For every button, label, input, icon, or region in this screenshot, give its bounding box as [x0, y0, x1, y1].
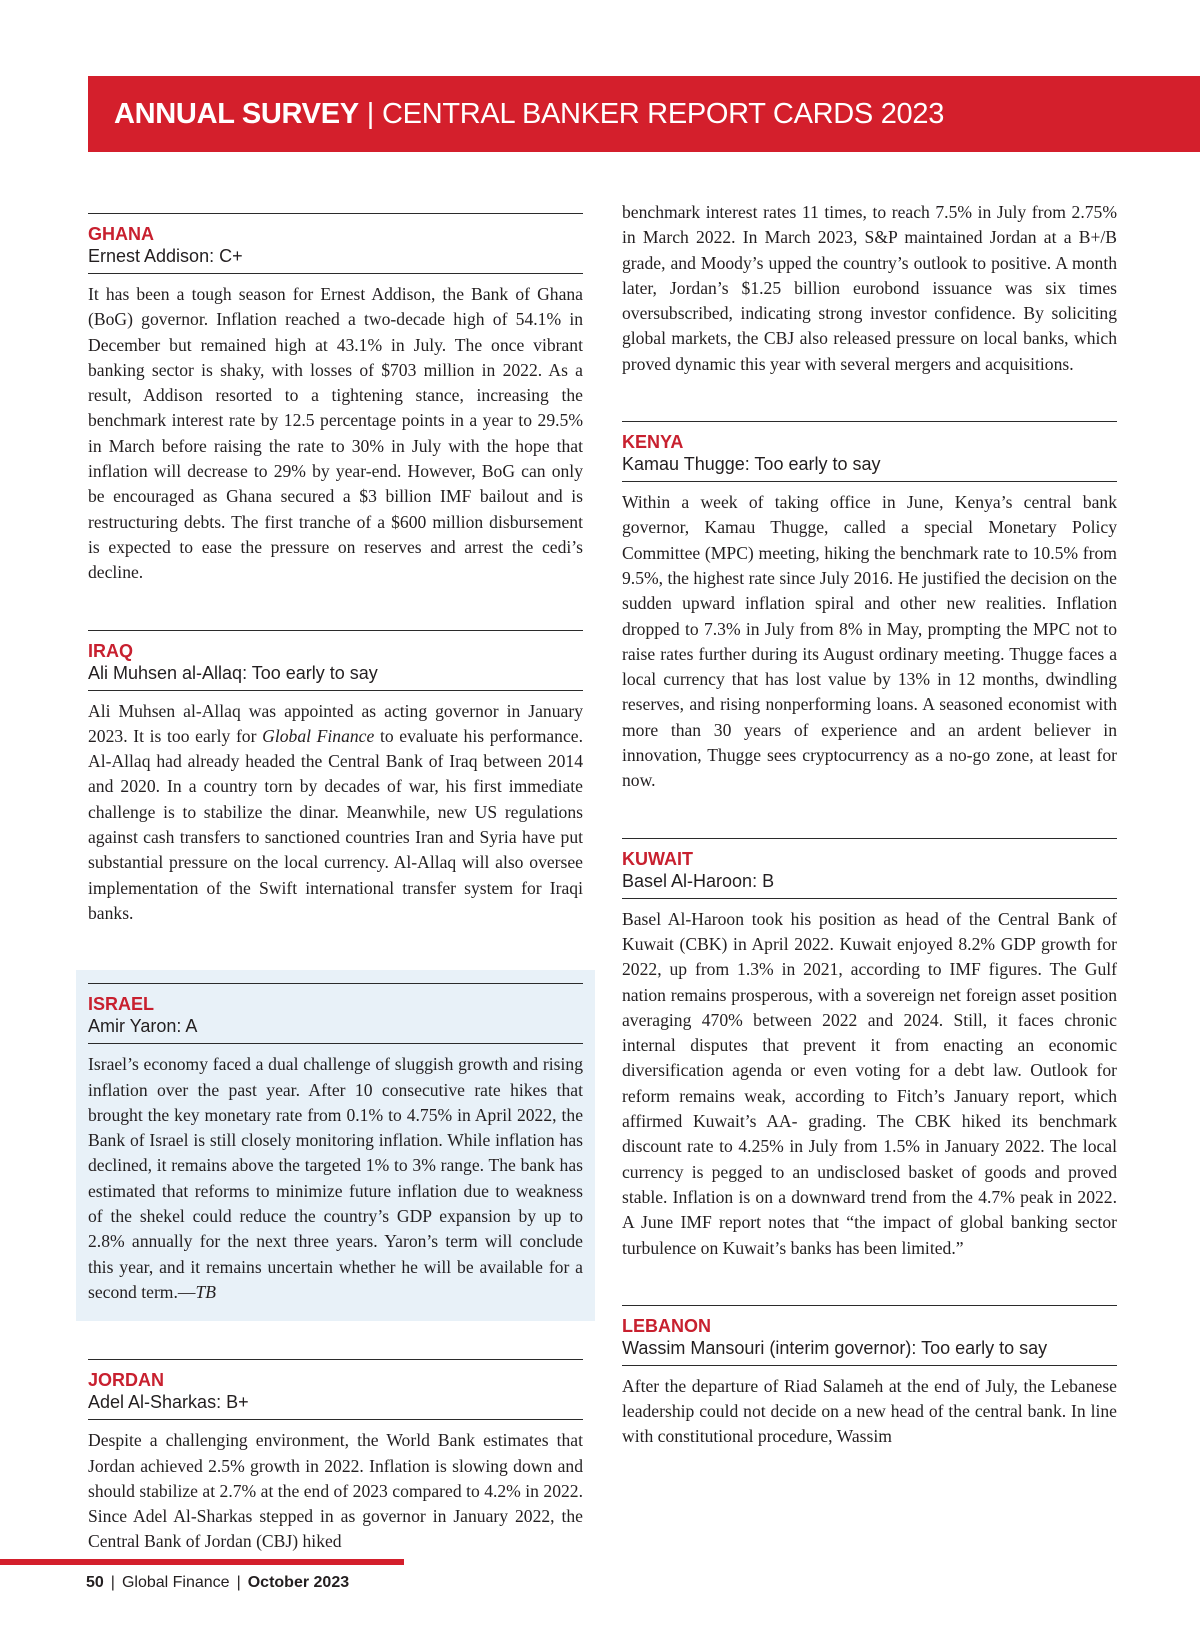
- divider: [88, 1419, 583, 1420]
- divider: [622, 898, 1117, 899]
- entry-kenya: [622, 421, 1117, 794]
- entry-text: benchmark interest rates 11 times, to reach 7.5% in July from 2.75% in March 2022. In March 2023, S&P maintained Jordan at a B+/B grade, and Moody’s upped the country’s outlook to positive. A month later, Jordan’s $1.25 billion eurobond issuance was six times oversubscribed, indicating strong investor confidence. By soliciting global markets, the CBJ also released pressure on local banks, which proved dynamic this year with several mergers and acquisitions.: [622, 202, 1117, 374]
- entry-text: [88, 1052, 583, 1305]
- author-byline: TB: [195, 1281, 217, 1302]
- entry-text-part: Ali Muhsen al-Allaq was appointed as acting governor in January 2023. It is too early for: [88, 700, 583, 746]
- divider: [88, 273, 583, 274]
- banker-grade: Amir Yaron: A: [88, 1016, 198, 1037]
- footer-accent-bar: [0, 1559, 404, 1565]
- left-column: [88, 213, 583, 1599]
- country-name: IRAQ: [88, 640, 133, 661]
- section-label: ANNUAL SURVEY: [114, 97, 359, 130]
- country-name: KENYA: [622, 432, 684, 453]
- publication-name: Global Finance: [121, 1574, 230, 1591]
- entry-text: After the departure of Riad Salameh at the end of July, the Lebanese leadership could not decide on a new head of the central bank. In line with constitutional procedure, Wassim: [622, 1375, 1117, 1447]
- issue-date: October 2023: [247, 1574, 350, 1591]
- entry-kuwait: [622, 838, 1117, 1261]
- entry-text: Within a week of taking office in June, Kenya’s central bank governor, Kamau Thugge, called a special Monetary Policy Committee (MPC) meeting, hiking the benchmark rate to 10.5% from 9.5%, the highest rate since July 2016. He justified the decision on the sudden upward inflation spiral and other new realities. Inflation dropped to 7.3% in July from 8% in May, prompting the MPC not to raise rates further during its August ordinary meeting. Thugge faces a local currency that has lost value by 13% in 12 months, dwindling reserves, and rising nonperforming loans. A seasoned economist with more than 30 years of experience and an ardent believer in innovation, Thugge sees cryptocurrency as a no-go zone, at least for now.: [622, 492, 1117, 791]
- footer-separator: |: [236, 1574, 241, 1591]
- header-separator: |: [366, 97, 375, 130]
- country-name: JORDAN: [88, 1370, 165, 1391]
- page-number: 50: [86, 1574, 104, 1591]
- divider: [88, 690, 583, 691]
- banker-grade: Wassim Mansouri (interim governor): Too early to say: [622, 1337, 1048, 1358]
- divider: [88, 213, 583, 214]
- country-name: ISRAEL: [88, 994, 155, 1015]
- banker-grade: Ali Muhsen al-Allaq: Too early to say: [88, 662, 378, 683]
- entry-text: Basel Al-Haroon took his position as head of the Central Bank of Kuwait (CBK) in April 2022. Kuwait enjoyed 8.2% GDP growth for 2022, up from 1.3% in 2021, according to IMF figures. The Gulf nation remains prosperous, with a sovereign net foreign asset position averaging 470% between 2022 and 2024. Still, it faces chronic internal disputes that prevent it from enacting an economic diversification agenda or even voting for a debt law. Outlook for reform remains weak, according to Fitch’s January report, which affirmed Kuwait’s AA- grading. The CBK hiked its benchmark discount rate to 4.25% in July from 1.5% in January 2022. The local currency is pegged to an undisclosed basket of goods and proved stable. Inflation is on a downward trend from the 4.7% peak in 2022. A June IMF report notes that “the impact of global banking sector turbulence on Kuwait’s banks has been limited.”: [622, 908, 1117, 1258]
- banker-grade: Basel Al-Haroon: B: [622, 870, 775, 891]
- divider: [622, 421, 1117, 422]
- divider: [88, 1043, 583, 1044]
- banker-grade: Kamau Thugge: Too early to say: [622, 454, 881, 475]
- page-footer: [86, 1574, 349, 1592]
- entry-israel: [76, 970, 595, 1321]
- entry-ghana: [88, 213, 583, 586]
- section-title: CENTRAL BANKER REPORT CARDS 2023: [382, 97, 945, 130]
- entry-text-part: to evaluate his performance. Al-Allaq had already headed the Central Bank of Iraq between 2014 and 2020. In a country torn by decades of war, his first immediate challenge is to stabilize the dinar. Meanwhile, new US regulations against cash transfers to sanctioned countries Iran and Syria have put substantial pressure on the local currency. Al-Allaq will also oversee implementation of the Swift international transfer system for Iraqi banks.: [88, 725, 583, 923]
- divider: [88, 983, 583, 984]
- banker-grade: Ernest Addison: C+: [88, 246, 243, 266]
- banker-grade: Adel Al-Sharkas: B+: [88, 1392, 249, 1413]
- footer-separator: |: [110, 1574, 115, 1591]
- entry-text: [88, 699, 583, 927]
- entry-text: Despite a challenging environment, the World Bank estimates that Jordan achieved 2.5% growth in 2022. Inflation is slowing down and should stabilize at 2.7% at the end of 2023 compared to 4.2% in 2022. Since Adel Al-Sharkas stepped in as governor in January 2022, the Central Bank of Jordan (CBJ) hiked: [88, 1430, 583, 1552]
- divider: [622, 838, 1117, 839]
- entry-iraq: [88, 630, 583, 927]
- entry-text-part: Israel’s economy faced a dual challenge of sluggish growth and rising inflation over the past year. After 10 consecutive rate hikes that brought the key monetary rate from 0.1% to 4.75% in April 2022, the Bank of Israel is still closely monitoring inflation. While inflation has declined, it remains above the targeted 1% to 3% range. The bank has estimated that reforms to minimize future inflation due to weakness of the shekel could reduce the country’s GDP expansion by up to 2.8% annually for the next three years. Yaron’s term will conclude this year, and it remains uncertain whether he will be available for a second term.—: [88, 1054, 583, 1302]
- divider: [622, 481, 1117, 482]
- section-header: [88, 76, 1200, 152]
- entry-jordan: [88, 1359, 583, 1554]
- country-name: GHANA: [88, 224, 154, 244]
- entry-jordan-continued: [622, 200, 1117, 377]
- publication-name: Global Finance: [262, 725, 375, 746]
- right-column: [622, 200, 1117, 1494]
- country-name: LEBANON: [622, 1315, 711, 1336]
- entry-lebanon: [622, 1305, 1117, 1450]
- entry-text: It has been a tough season for Ernest Addison, the Bank of Ghana (BoG) governor. Inflation reached a two-decade high of 54.1% in December but remained high at 43.1% in July. The once vibrant banking sector is shaky, with losses of $703 million in 2022. As a result, Addison resorted to a tightening stance, increasing the benchmark interest rate by 12.5 percentage points in a year to 29.5% in March before raising the rate to 30% in July with the hope that inflation will decrease to 29% by year-end. However, BoG can only be encouraged as Ghana secured a $3 billion IMF bailout and is restructuring debts. The first tranche of a $600 million disbursement is expected to ease the pressure on reserves and arrest the cedi’s decline.: [88, 284, 583, 583]
- divider: [88, 630, 583, 631]
- divider: [622, 1305, 1117, 1306]
- divider: [622, 1365, 1117, 1366]
- divider: [88, 1359, 583, 1360]
- country-name: KUWAIT: [622, 848, 693, 869]
